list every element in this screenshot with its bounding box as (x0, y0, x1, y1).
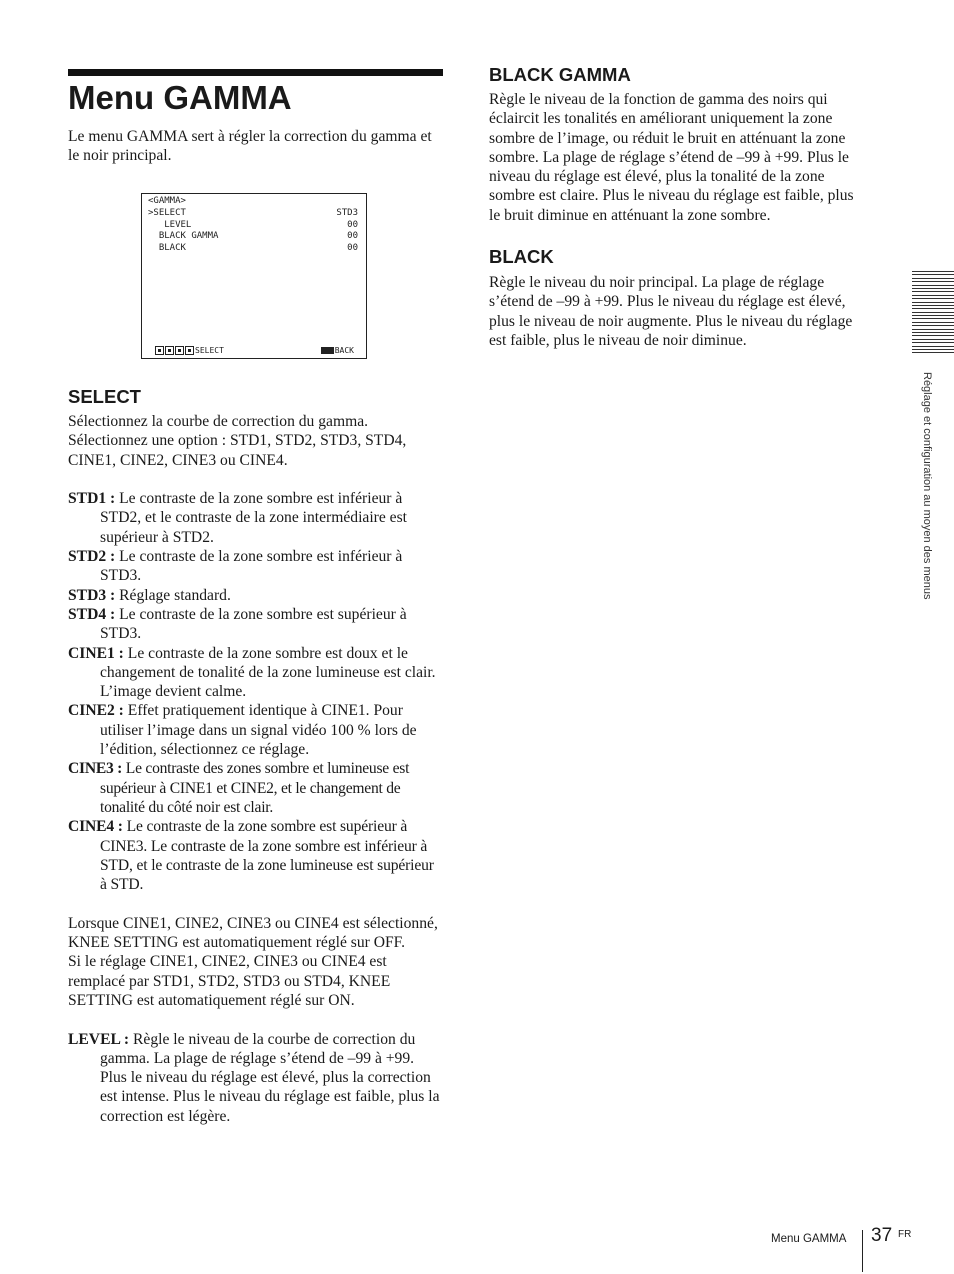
intro-paragraph: Le menu GAMMA sert à régler la correction du gamma et le noir principal. (68, 128, 432, 165)
screen-row-label: LEVEL (148, 220, 192, 230)
screen-footer-back (321, 345, 354, 357)
option-item (68, 759, 442, 817)
option-desc: Le contraste de la zone sombre est supérieur à STD3. (100, 605, 407, 643)
black-text: Règle le niveau du noir principal. La plage de réglage s’étend de –99 à +99. Plus le niveau du réglage est élevé, plus le niveau de noir augmente. Plus le niveau du réglage est faible, plus le niveau de noir diminue. (489, 274, 853, 349)
select-heading: SELECT (68, 386, 141, 407)
select-section (68, 412, 442, 1126)
screen-row-value: 00 (347, 220, 358, 230)
screen-row (148, 243, 358, 255)
option-term: STD3 : (68, 586, 116, 604)
option-term: CINE3 : (68, 760, 123, 778)
arrow-key-icon (165, 346, 174, 355)
option-term: STD1 : (68, 490, 116, 508)
screen-row-value: 00 (347, 231, 358, 241)
level-term: LEVEL : (68, 1030, 130, 1048)
screen-footer-select (155, 345, 224, 357)
screen-header: <GAMMA> (148, 196, 186, 206)
arrow-key-icon (185, 346, 194, 355)
page-number: 37 (871, 1225, 893, 1246)
option-term: STD2 : (68, 548, 116, 566)
footer-rule (862, 1230, 863, 1272)
option-desc: Le contraste des zones sombre et lumineuse est supérieur à CINE1 et CINE2, et le changement de tonalité du côté noir est clair. (100, 760, 410, 816)
page-language: FR (898, 1229, 912, 1240)
screen-row-label: BLACK (148, 243, 186, 253)
screen-row (148, 208, 358, 220)
black-gamma-heading: BLACK GAMMA (489, 64, 631, 85)
black-heading: BLACK (489, 246, 554, 267)
option-desc: Le contraste de la zone sombre est doux et le changement de tonalité de la zone lumineuse est clair. L’image devient calme. (100, 644, 436, 701)
option-desc: Réglage standard. (119, 586, 231, 604)
page-title: Menu GAMMA (68, 79, 292, 116)
screen-footer-back-label: BACK (334, 345, 354, 355)
option-desc: Le contraste de la zone sombre est inférieur à STD2, et le contraste de la zone intermédiaire est supérieur à STD2. (100, 490, 407, 546)
level-desc: Règle le niveau de la courbe de correction du gamma. La plage de réglage s’étend de –99 à +99. Plus le niveau du réglage est élevé, plus la correction est intense. Plus le niveau du réglage est faible, plus la correction est légère. (100, 1030, 440, 1125)
title-rule (68, 69, 443, 76)
option-item (68, 547, 442, 586)
level-item (68, 1030, 442, 1126)
option-desc: Le contraste de la zone sombre est inférieur à STD3. (100, 548, 403, 585)
screen-row-value: 00 (347, 243, 358, 253)
spacer (68, 470, 442, 489)
option-item (68, 489, 442, 547)
select-note-1: Lorsque CINE1, CINE2, CINE3 ou CINE4 est sélectionné, KNEE SETTING est automatiquement réglé sur OFF. (68, 914, 438, 952)
option-item (68, 817, 442, 894)
arrow-key-icon (175, 346, 184, 355)
option-item (68, 586, 442, 605)
spacer (68, 1010, 442, 1029)
black-gamma-text: Règle le niveau de la fonction de gamma des noirs qui éclaircit les tonalités en améliorant uniquement la zone sombre de l’image, ou réduit le bruit en atténuant la zone sombre. La plage de réglage s’étend de –99 à +99. Plus le niveau du réglage est élevé, plus la tonalité de la zone sombre est claire. Plus le niveau du réglage est faible, plus le bruit diminue en atténuant la zone sombre. (489, 91, 854, 224)
option-item (68, 605, 442, 644)
screen-footer-select-label: SELECT (195, 345, 224, 355)
select-note-2: Si le réglage CINE1, CINE2, CINE3 ou CINE4 est remplacé par STD1, STD2, STD3 ou STD4, KNEE SETTING est automatiquement réglé sur ON. (68, 953, 391, 1009)
arrow-key-icon (155, 346, 164, 355)
spacer (68, 894, 442, 913)
option-desc: Le contraste de la zone sombre est supérieur à CINE3. Le contraste de la zone sombre est inférieur à STD, et le contraste de la zone lumineuse est supérieur à STD. (100, 818, 434, 894)
menu-key-icon (321, 347, 334, 354)
footer-section-label: Menu GAMMA (771, 1233, 847, 1245)
screen-row-label: >SELECT (148, 208, 186, 218)
screen-row-label: BLACK GAMMA (148, 231, 219, 241)
side-tab-label: Réglage et configuration au moyen des menus (921, 372, 933, 600)
option-term: CINE1 : (68, 644, 124, 662)
menu-screen-illustration (141, 193, 367, 359)
option-term: CINE4 : (68, 818, 123, 836)
option-item (68, 644, 442, 702)
option-desc: Effet pratiquement identique à CINE1. Pour utiliser l’image dans un signal vidéo 100 % lors de l’édition, sélectionnez ce réglage. (100, 702, 417, 759)
option-term: STD4 : (68, 605, 116, 623)
screen-row (148, 231, 358, 243)
option-item (68, 701, 442, 759)
option-term: CINE2 : (68, 702, 124, 720)
screen-row-value: STD3 (336, 208, 358, 218)
side-tab-lines (912, 271, 954, 361)
select-intro: Sélectionnez la courbe de correction du gamma. Sélectionnez une option : STD1, STD2, STD3, STD4, CINE1, CINE2, CINE3 ou CINE4. (68, 413, 407, 469)
